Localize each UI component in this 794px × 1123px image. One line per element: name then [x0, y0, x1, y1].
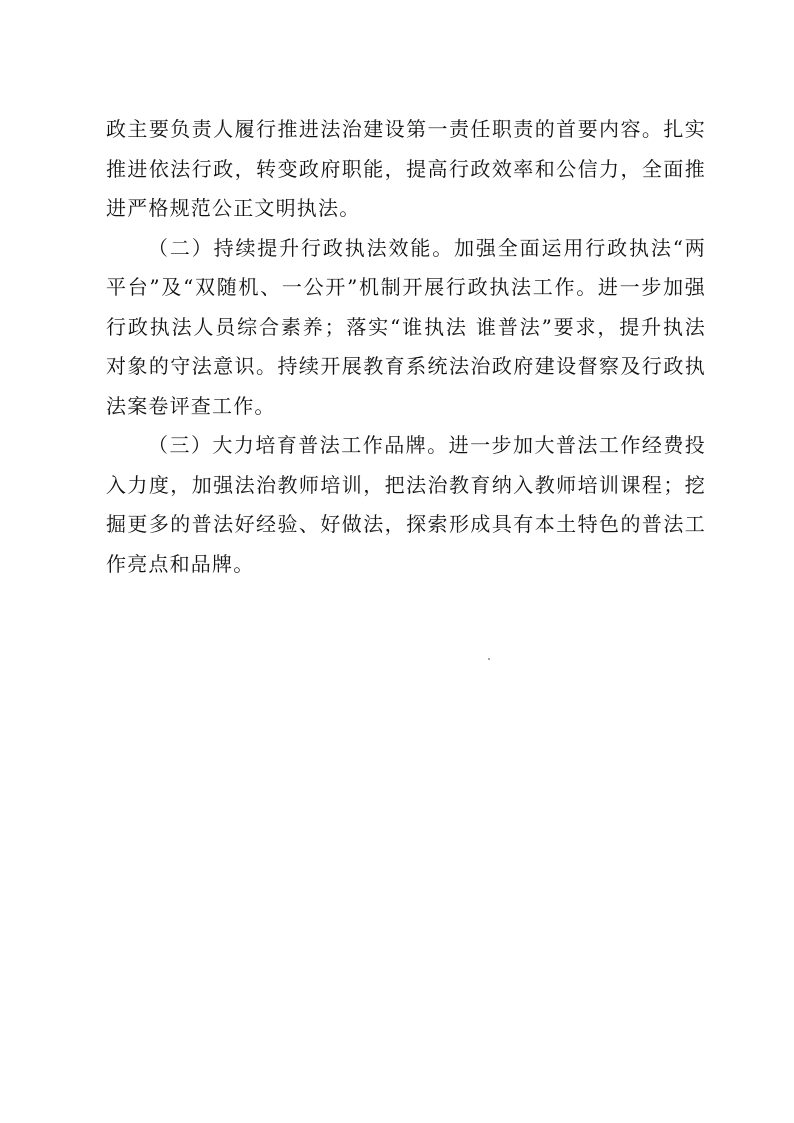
paragraph-section-three: （三）大力培育普法工作品牌。进一步加大普法工作经费投入力度，加强法治教师培训，把法治教育纳入教师培训课程；挖掘更多的普法好经验、好做法，探索形成具有本土特色的普法工作亮点和品牌。 [106, 433, 706, 576]
paragraph-continuation: 政主要负责人履行推进法治建设第一责任职责的首要内容。扎实推进依法行政，转变政府职能，提高行政效率和公信力，全面推进严格规范公正文明执法。 [106, 117, 706, 220]
document-body [106, 110, 706, 584]
scan-speck [488, 658, 490, 660]
paragraph-section-two: （二）持续提升行政执法效能。加强全面运用行政执法“两平台”及“双随机、一公开”机制开展行政执法工作。进一步加强行政执法人员综合素养；落实“谁执法 谁普法”要求，提升执法对象的守法意识。持续开展教育系统法治政府建设督察及行政执法案卷评查工作。 [106, 235, 706, 418]
